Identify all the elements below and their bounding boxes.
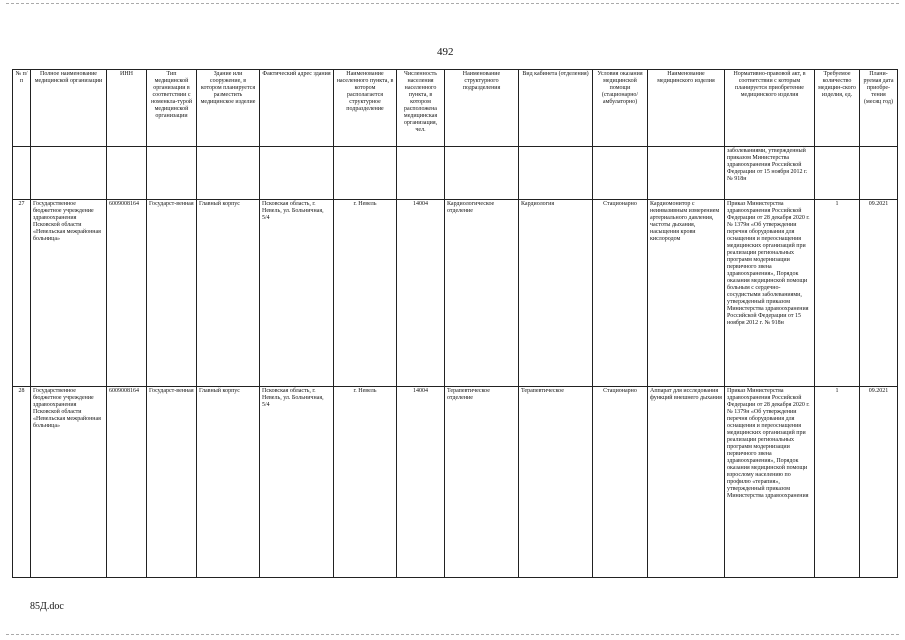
population: 14004	[397, 387, 445, 578]
inn: 6009008164	[107, 200, 147, 387]
col-header-inn: ИНН	[107, 70, 147, 147]
quantity: 1	[815, 387, 860, 578]
care-conditions: Стационарно	[593, 200, 648, 387]
address: Псковская область, г. Невель, ул. Больничная, 5/4	[260, 387, 334, 578]
org-name: Государственное бюджетное учреждение здравоохранения Псковской области «Невельская межрайонная больница»	[31, 387, 107, 578]
col-header-population: Численность населения населенного пункта, в котором расположена медицинская организация, чел.	[397, 70, 445, 147]
col-header-device: Наименование медицинского изделия	[648, 70, 725, 147]
address: Псковская область, г. Невель, ул. Больничная, 5/4	[260, 200, 334, 387]
page-number: 492	[437, 46, 454, 58]
col-header-address: Фактический адрес здания	[260, 70, 334, 147]
settlement: г. Невель	[334, 200, 397, 387]
equipment-table	[12, 69, 898, 578]
inn: 6009008164	[107, 387, 147, 578]
scan-bottom-edge	[6, 634, 899, 635]
planned-date: 09.2021	[860, 200, 898, 387]
org-type: Государст-венная	[147, 200, 197, 387]
table-row	[13, 200, 898, 387]
col-header-cabinet: Вид кабинета (отделения)	[519, 70, 593, 147]
building: Главный корпус	[197, 387, 260, 578]
structural-unit: Терапевтическое отделение	[445, 387, 519, 578]
structural-unit: Кардиологическое отделение	[445, 200, 519, 387]
row-number: 28	[13, 387, 31, 578]
quantity: 1	[815, 200, 860, 387]
org-name: Государственное бюджетное учреждение здравоохранения Псковской области «Невельская межрайонная больница»	[31, 200, 107, 387]
col-header-number: № п/п	[13, 70, 31, 147]
col-header-building: Здание или сооружение, в котором планируется разместить медицинское изделие	[197, 70, 260, 147]
table-row-continuation	[13, 147, 898, 200]
cabinet-type: Кардиология	[519, 200, 593, 387]
settlement: г. Невель	[334, 387, 397, 578]
col-header-unit: Наименование структурного подразделения	[445, 70, 519, 147]
org-type: Государст-венная	[147, 387, 197, 578]
building: Главный корпус	[197, 200, 260, 387]
device-name: Аппарат для исследования функций внешнего дыхания	[648, 387, 725, 578]
continuation-legal-act: заболеваниями, утвержденный приказом Министерства здравоохранения Российской Федерации от 15 ноября 2012 г. № 918н	[725, 147, 815, 200]
table-row	[13, 387, 898, 578]
col-header-date: Плани-руемая дата приобре-тения (месяц год)	[860, 70, 898, 147]
document-file-name: 85Д.doc	[30, 601, 64, 612]
row-number: 27	[13, 200, 31, 387]
table-header-row	[13, 70, 898, 147]
col-header-org-type: Тип медицинской организации в соответствии с номенкла-турой медицинской организации	[147, 70, 197, 147]
col-header-settlement: Наименование населенного пункта, в котором располагается структурное подразделение	[334, 70, 397, 147]
legal-act: Приказ Министерства здравоохранения Российской Федерации от 28 декабря 2020 г. № 1379н «Об утверждении перечня оборудования для оснащения и переоснащения медицинских организаций при реализации региональных программ модернизации первичного звена здравоохранения», Порядок оказания медицинской помощи больным с сердечно-сосудистыми заболеваниями, утвержденный приказом Министерства здравоохранения Российской Федерации от 15 ноября 2012 г. № 918н	[725, 200, 815, 387]
col-header-quantity: Требуемое количество медицин-ского изделия, ед.	[815, 70, 860, 147]
scan-top-edge	[6, 3, 899, 4]
col-header-conditions: Условия оказания медицинской помощи (стационарно/ амбулаторно)	[593, 70, 648, 147]
cabinet-type: Терапевтическое	[519, 387, 593, 578]
col-header-org-name: Полное наименование медицинской организации	[31, 70, 107, 147]
planned-date: 09.2021	[860, 387, 898, 578]
population: 14004	[397, 200, 445, 387]
col-header-legal-act: Нормативно-правовой акт, в соответствии с которым планируется приобретение медицинского изделия	[725, 70, 815, 147]
device-name: Кардиомонитор с неинвазивным измерением артериального давления, частоты дыхания, насыщения крови кислородом	[648, 200, 725, 387]
legal-act: Приказ Министерства здравоохранения Российской Федерации от 28 декабря 2020 г. № 1379н «Об утверждении перечня оборудования для оснащения и переоснащения медицинских организаций при реализации региональных программ модернизации первичного звена здравоохранения», Порядок оказания медицинской помощи взрослому населению по профилю «терапия», утвержденный приказом Министерства здравоохранения	[725, 387, 815, 578]
care-conditions: Стационарно	[593, 387, 648, 578]
